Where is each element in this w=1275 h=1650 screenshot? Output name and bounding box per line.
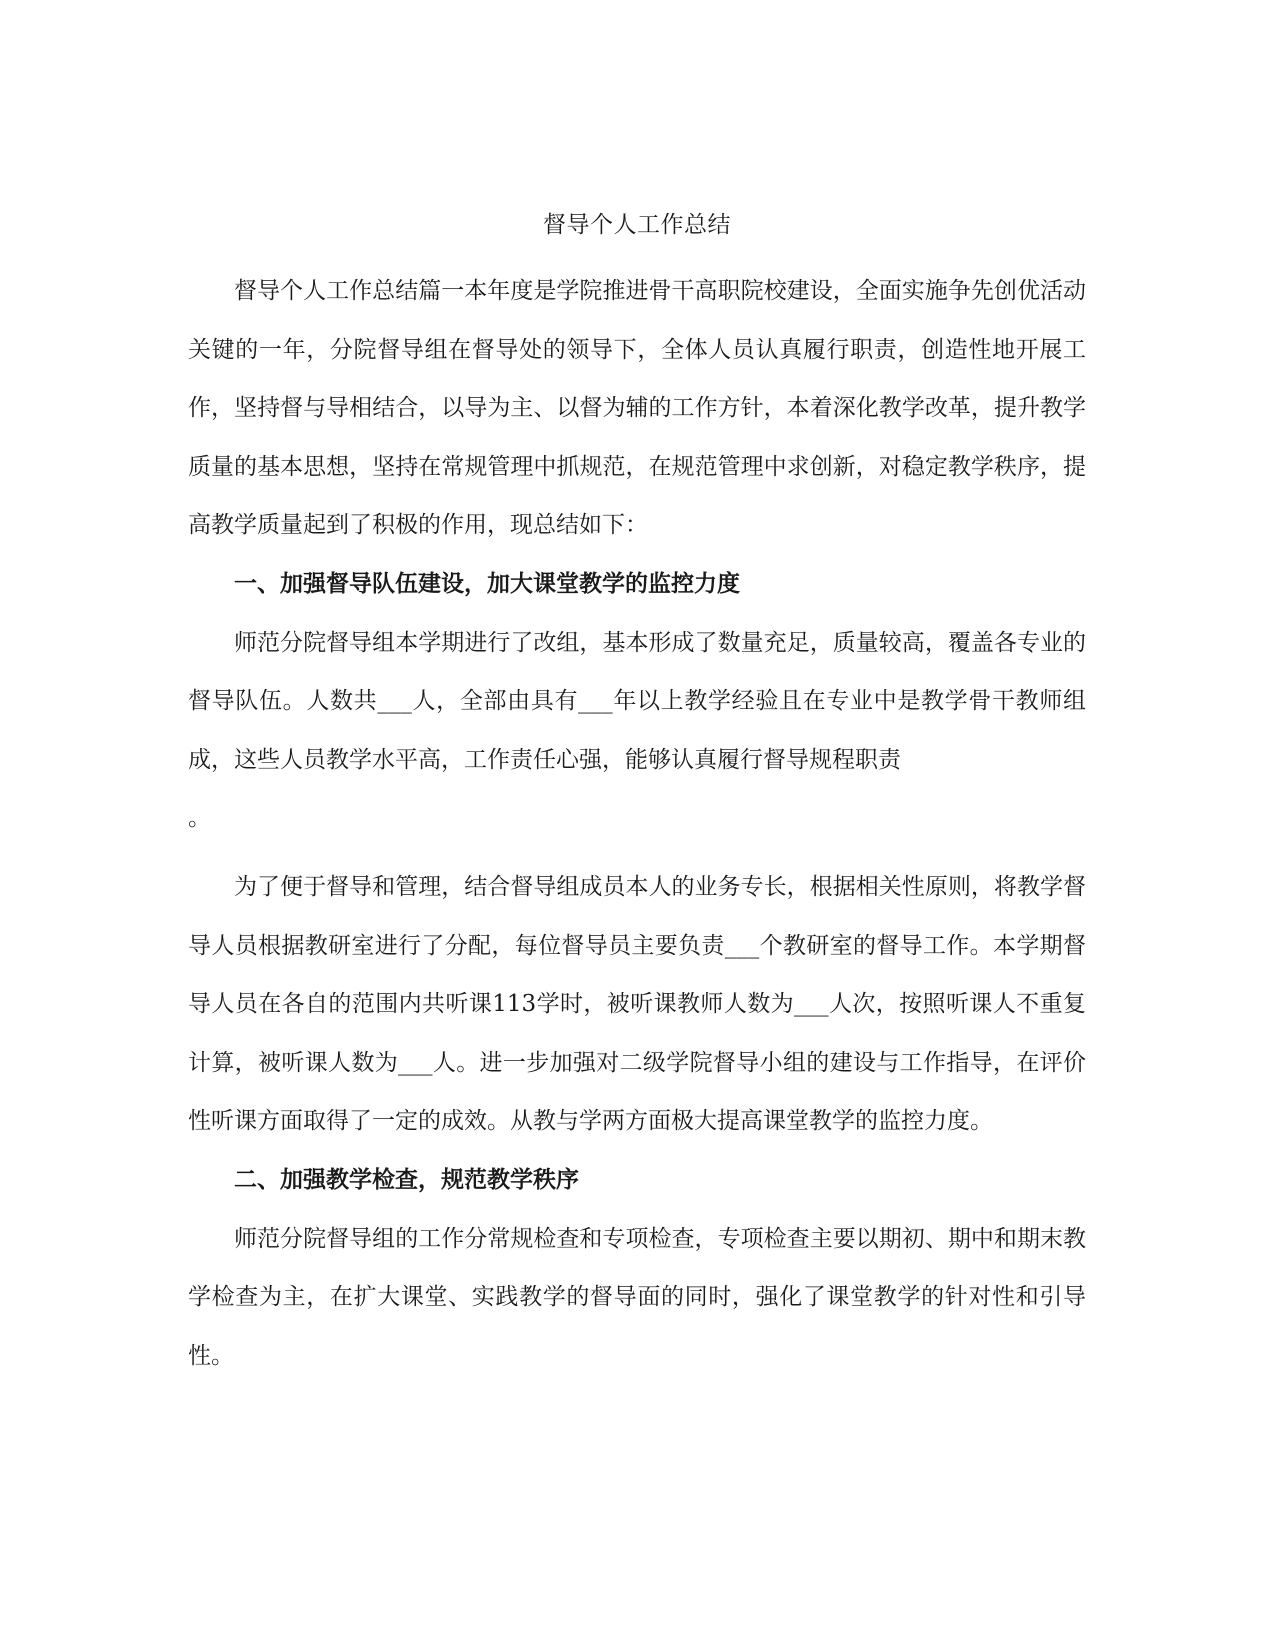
- section-1-paragraph-2: 为了便于督导和管理，结合督导组成员本人的业务专长，根据相关性原则，将教学督导人员根据教研室进行了分配，每位督导员主要负责___个教研室的督导工作。本学期督导人员在各自的范围内共听课113学时，被听课教师人数为___人次，按照听课人不重复计算，被听课人数为___人。进一步加强对二级学院督导小组的建设与工作指导，在评价性听课方面取得了一定的成效。从教与学两方面极大提高课堂教学的监控力度。: [188, 873, 1086, 1135]
- section-heading-2: 二、加强教学检查，规范教学秩序: [234, 1165, 579, 1193]
- document-title: 督导个人工作总结: [543, 212, 731, 238]
- intro-paragraph: 督导个人工作总结篇一本年度是学院推进骨干高职院校建设，全面实施争先创优活动关键的一年，分院督导组在督导处的领导下，全体人员认真履行职责，创造性地开展工作，坚持督与导相结合，以导为主、以督为辅的工作方针，本着深化教学改革，提升教学质量的基本思想，坚持在常规管理中抓规范，在规范管理中求创新，对稳定教学秩序，提高教学质量起到了积极的作用，现总结如下：: [188, 278, 1086, 539]
- section-2-paragraph-1: 师范分院督导组的工作分常规检查和专项检查，专项检查主要以期初、期中和期末教学检查为主，在扩大课堂、实践教学的督导面的同时，强化了课堂教学的针对性和引导性。: [188, 1225, 1086, 1369]
- section-1-paragraph-1: 师范分院督导组本学期进行了改组，基本形成了数量充足，质量较高，覆盖各专业的督导队伍。人数共___人，全部由具有___年以上教学经验且在专业中是教学骨干教师组成，这些人员教学水平高，工作责任心强，能够认真履行督导规程职责: [188, 629, 1086, 773]
- section-1-paragraph-1-end-punctuation: 。: [188, 805, 211, 832]
- section-heading-1: 一、加强督导队伍建设，加大课堂教学的监控力度: [234, 569, 740, 597]
- document-body: [188, 196, 1086, 1385]
